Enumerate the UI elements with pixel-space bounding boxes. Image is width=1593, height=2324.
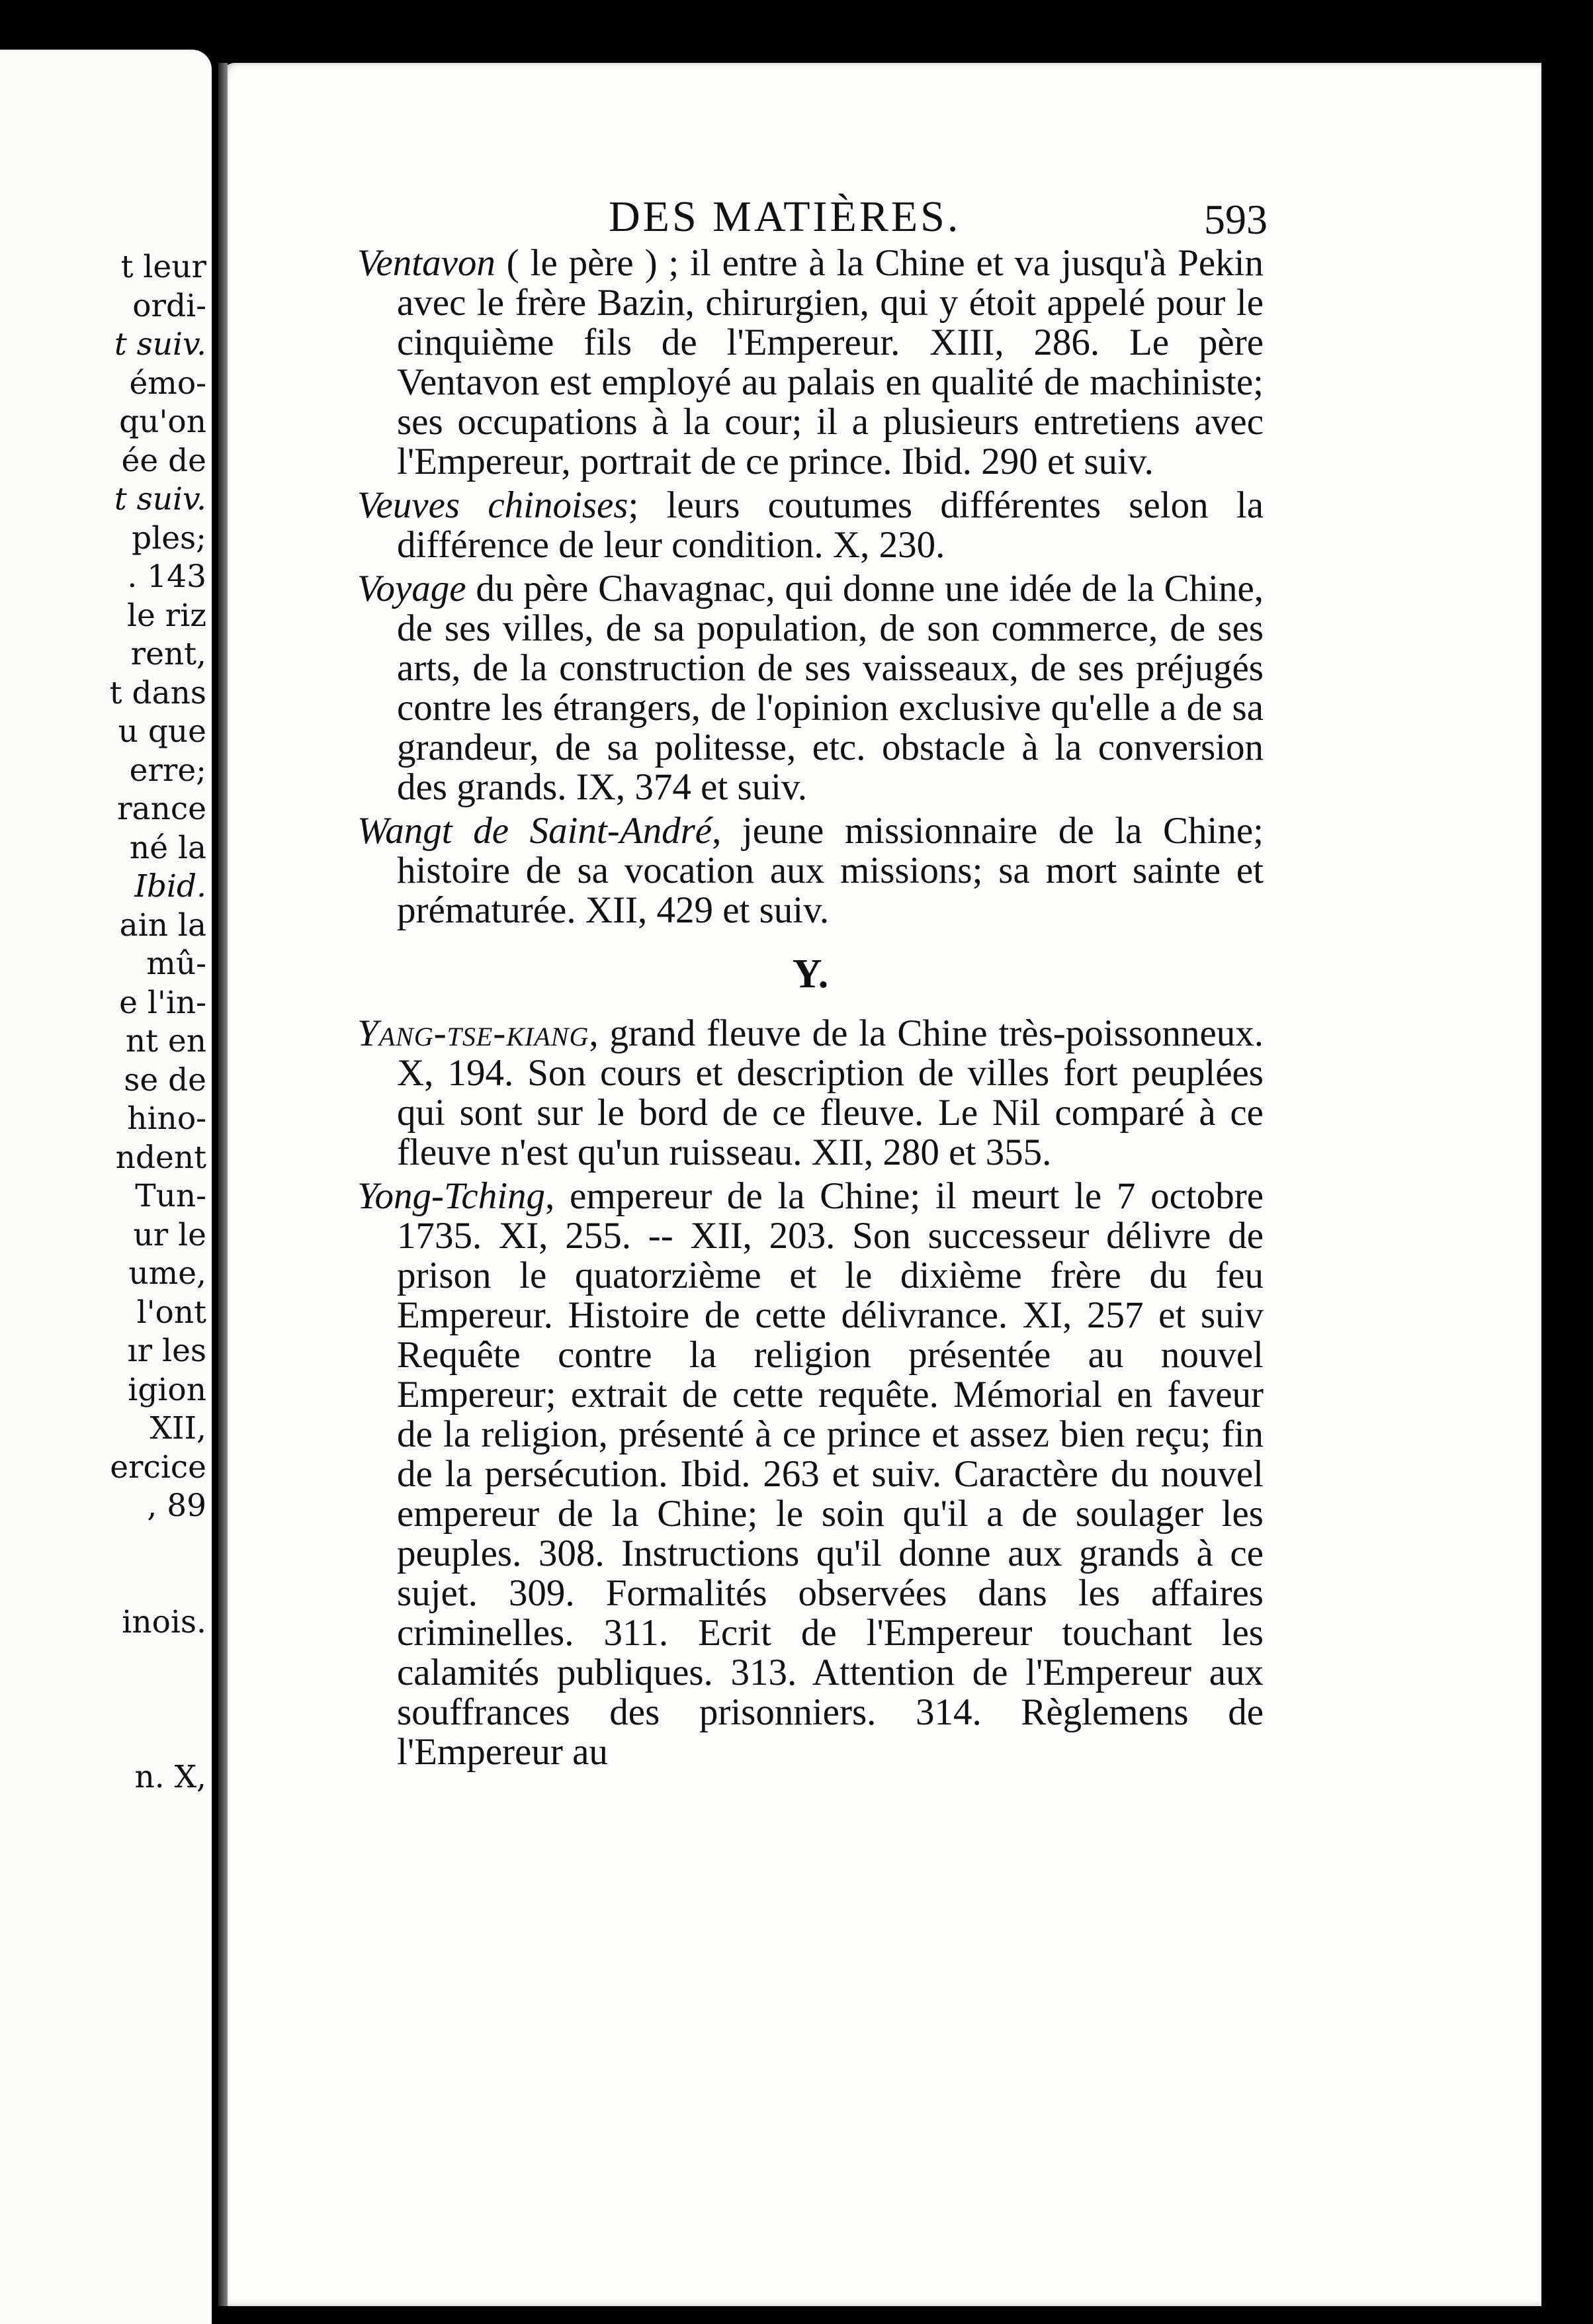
left-fragment-line: émo- [129,365,206,402]
index-entry [357,569,1264,807]
left-fragment-line: inois. [122,1603,206,1640]
section-letter-heading: Y. [792,952,829,997]
left-fragment-line: ume, [128,1255,206,1292]
left-fragment-line: ır les [127,1333,206,1369]
left-fragment-line [110,1642,206,1681]
left-fragment-line: ur le [133,1216,206,1253]
left-fragment-line: ndent [115,1139,206,1176]
entry-headword: Yang-tse-kiang [357,1012,589,1054]
entries-v-w [357,244,1264,930]
left-fragment-line [110,1564,206,1603]
left-fragment-line: rent, [130,636,206,672]
left-fragment-line: ples; [132,519,206,557]
left-fragment-line: t suiv. [114,326,206,363]
left-fragment-line [110,1719,206,1758]
left-fragment-line: ordi- [132,287,206,324]
left-fragment-line: Ibid. [134,868,206,905]
left-fragment-line: XII, [150,1410,206,1447]
page-number: 593 [1204,196,1268,243]
entry-text: , jeune missionnaire de la Chine; histoire de sa vocation aux missions; sa mort sainte et prématurée. XII, 429 et suiv. [397,810,1264,931]
index-entry [357,1177,1264,1772]
entry-headword: Yong-Tching [357,1175,546,1217]
entry-headword: Ventavon [357,242,495,284]
entry-text: ( le père ) ; il entre à la Chine et va jusqu'à Pekin avec le frère Bazin, chirurgien, qui y étoit appelé pour le cinquième fils de l'Empereur. XIII, 286. Le père Ventavon est employé au palais en qualité de machiniste; ses occupations à la cour; il a plusieurs entretiens avec l'Empereur, portrait de ce prince. Ibid. 290 et suiv. [397,242,1264,482]
index-entry [357,811,1264,930]
index-content [357,244,1264,1772]
left-fragment-line: rance [117,791,206,827]
left-fragment-line: l'ont [136,1294,206,1331]
entry-text: , empereur de la Chine; il meurt le 7 octobre 1735. XI, 255. -- XII, 203. Son successeur délivre de prison le quatorzième et le dixième frère du feu Empereur. Histoire de cette délivrance. XI, 257 et suiv Requête contre la religion présentée au nouvel Empereur; extrait de cette requête. Mémorial en faveur de la religion, présenté à ce prince et assez bien reçu; fin de la persécution. Ibid. 263 et suiv. Caractère du nouvel empereur de la Chine; le soin qu'il a de soulager les peuples. 308. Instructions qu'il donne aux grands à ce sujet. 309. Formalités observées dans les affaires criminelles. 311. Ecrit de l'Empereur touchant les calamités publiques. 313. Attention de l'Empereur aux souffrances des prisonniers. 314. Règlemens de l'Empereur au [397,1175,1264,1773]
entry-headword: Voyage [357,568,466,609]
left-fragment-line: qu'on [119,404,206,440]
left-fragment-line: t suiv. [114,481,206,517]
left-fragment-line: t leur [120,249,206,285]
left-fragment-line: hino- [127,1100,206,1137]
book-spine-shadow [218,63,228,2306]
left-fragment-line: . 143 [127,559,206,595]
left-fragment-line [110,1681,206,1720]
entry-text: ; leurs coutumes différentes selon la différence de leur condition. X, 230. [397,484,1264,566]
left-fragment-line: nt en [125,1023,206,1059]
left-fragment-line: u que [118,713,206,750]
left-fragment-line: , 89 [147,1488,206,1524]
page-header-title: DES MATIÈRES. [609,193,961,241]
left-fragment-line: igion [128,1371,206,1408]
entry-text: du père Chavagnac, qui donne une idée de la Chine, de ses villes, de sa population, de son commerce, de ses arts, de la construction de ses vaisseaux, de ses préjugés contre les étrangers, de l'opinion exclusive qu'elle a de sa grandeur, de sa politesse, etc. obstacle à la conversion des grands. IX, 374 et suiv. [397,568,1264,808]
index-entry [357,486,1264,565]
left-fragment-line: mû- [146,946,206,982]
entry-headword: Wangt de Saint-André [357,810,712,852]
left-fragment-line: ain la [119,907,206,944]
left-fragment-line [110,1526,206,1565]
left-facing-page [0,50,212,2324]
left-fragment-line: n. X, [134,1758,206,1795]
left-fragment-line: ercice [110,1449,206,1486]
entry-headword: Veuves chinoises [357,484,628,526]
left-fragment-line: erre; [129,752,206,789]
left-fragment-line: Tun- [135,1178,206,1214]
left-fragment-line: se de [124,1061,206,1098]
left-fragment-line: t dans [109,674,206,711]
index-entry [357,244,1264,482]
left-fragment-line: né la [129,829,206,866]
scan-border [1541,63,1593,2324]
left-fragment-line: e l'in- [119,984,206,1021]
entries-y [357,1014,1264,1772]
left-fragment-line: ée de [121,442,206,479]
left-fragment-line: le riz [126,597,206,634]
left-page-text-fragments [110,248,206,1797]
entry-text: , grand fleuve de la Chine très-poissonneux. X, 194. Son cours et description de villes fort peuplées qui sont sur le bord de ce fleuve. Le Nil comparé à ce fleuve n'est qu'un ruisseau. XII, 280 et 355. [397,1012,1264,1173]
index-entry [357,1014,1264,1173]
